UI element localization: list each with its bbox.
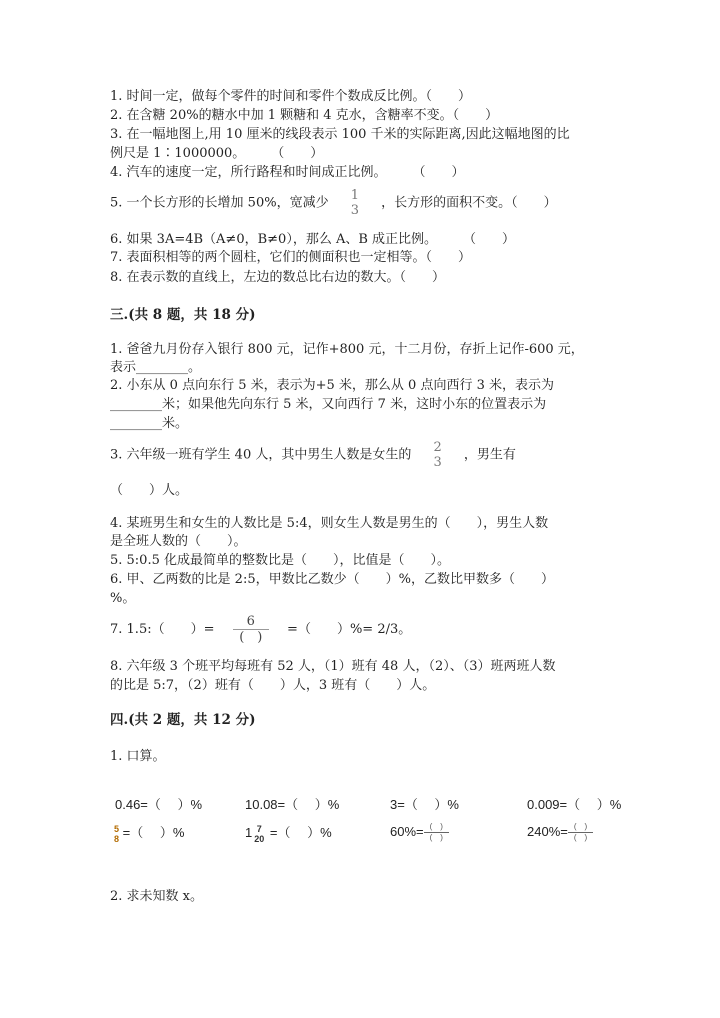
calc-item: 0.009=（ ）%	[527, 797, 622, 812]
tf-item-8: 8. 在表示数的直线上，左边的数总比右边的数大。（ ）	[110, 270, 446, 285]
fb-q1-cont: 表示________。	[110, 360, 202, 375]
fb-q1: 1. 爸爸九月份存入银行 800 元，记作+800 元，十二月份，存折上记作-600 元，	[110, 342, 584, 357]
denominator-blank[interactable]: ( )	[429, 833, 443, 842]
fb-q2: 2. 小东从 0 点向东行 5 米，表示为+5 米，那么从 0 点向西行 3 米，表示为	[110, 378, 554, 393]
numerator: 5	[114, 823, 120, 834]
tf-item-7: 7. 表面积相等的两个圆柱，它们的侧面积也一定相等。（ ）	[110, 250, 472, 265]
text: 240%=	[527, 823, 568, 839]
numerator-blank[interactable]: ( )	[424, 822, 449, 833]
numerator-blank[interactable]: ( )	[568, 822, 593, 833]
text: 7. 1.5:（ ）=	[110, 622, 215, 637]
denominator: ( )	[239, 630, 263, 645]
fb-q3-cont: （ ）人。	[110, 483, 189, 498]
text: 60%=	[390, 823, 424, 839]
tf-item-1: 1. 时间一定，做每个零件的时间和零件个数成反比例。（ ）	[110, 89, 472, 104]
text: 5. 一个长方形的长增加 50%，宽减少	[110, 195, 329, 211]
numerator: 7	[256, 823, 262, 834]
tf-item-3: 3. 在一幅地图上,用 10 厘米的线段表示 100 千米的实际距离,因此这幅地图的比	[110, 127, 570, 142]
text: 3. 六年级一班有学生 40 人，其中男生人数是女生的	[110, 447, 412, 463]
section-3-title: 三.(共 8 题，共 18 分)	[110, 307, 256, 323]
fraction	[433, 440, 441, 470]
fraction	[351, 188, 359, 218]
calc-item	[245, 822, 332, 844]
text: =（ ）%	[266, 825, 332, 840]
text: =（ ）%	[119, 825, 185, 840]
fb-q8: 8. 六年级 3 个班平均每班有 52 人，（1）班有 48 人，（2）、（3）班两班人数	[110, 659, 556, 674]
calc-item: 10.08=（ ）%	[245, 797, 340, 812]
fraction	[233, 614, 269, 645]
numerator: 1	[350, 188, 359, 203]
fb-q4: 4. 某班男生和女生的人数比是 5:4，则女生人数是男生的（ ），男生人数	[110, 516, 549, 531]
text: ，长方形的面积不变。（ ）	[381, 195, 557, 211]
denominator-blank[interactable]: ( )	[573, 833, 588, 842]
fb-q8-cont: 的比是 5:7，（2）班有（ ）人，3 班有（ ）人。	[110, 678, 436, 693]
blank-fraction[interactable]	[568, 822, 593, 843]
numerator: 6	[233, 614, 269, 630]
fb-q2-cont: ________米；如果他先向东行 5 米，又向西行 7 米，这时小东的位置表示为	[110, 397, 547, 412]
section-4-title: 四.(共 2 题，共 12 分)	[110, 712, 256, 728]
fb-q4-cont: 是全班人数的（ ）。	[110, 534, 247, 549]
denominator: 3	[433, 455, 442, 470]
tf-item-4: 4. 汽车的速度一定，所行路程和时间成正比例。 （ ）	[110, 165, 465, 180]
calc-item: 3=（ ）%	[390, 797, 459, 812]
blank-fraction[interactable]	[424, 822, 449, 843]
tf-item-5	[110, 188, 557, 218]
calc-item	[390, 822, 449, 843]
tf-item-3-cont: 例尺是 1∶1000000。 （ ）	[110, 146, 324, 161]
numerator: 2	[433, 440, 442, 455]
text: =（ ）%= 2/3。	[287, 622, 412, 637]
text: ，男生有	[463, 447, 516, 463]
tf-item-2: 2. 在含糖 20%的糖水中加 1 颗糖和 4 克水，含糖率不变。（ ）	[110, 108, 499, 123]
fb-q3	[110, 440, 516, 470]
fb-q7	[110, 614, 411, 645]
calc-q1: 1. 口算。	[110, 749, 166, 764]
denominator: 3	[350, 203, 359, 218]
denominator: 8	[114, 833, 120, 844]
fb-q2-cont2: ________米。	[110, 416, 189, 431]
fb-q5: 5. 5:0.5 化成最简单的整数比是（ ），比值是（ ）。	[110, 553, 450, 568]
calc-q2: 2. 求未知数 x。	[110, 889, 203, 904]
tf-item-6: 6. 如果 3A=4B（A≠0，B≠0），那么 A、B 成正比例。 （ ）	[110, 232, 516, 247]
denominator: 20	[254, 833, 265, 844]
calc-item: 0.46=（ ）%	[115, 797, 203, 812]
whole-number: 1	[245, 825, 253, 840]
calc-item	[114, 822, 184, 844]
fraction	[254, 824, 264, 844]
calc-item	[527, 822, 593, 843]
fb-q6-cont: %。	[110, 591, 136, 606]
fb-q6: 6. 甲、乙两数的比是 2:5，甲数比乙数少（ ）%，乙数比甲数多（ ）	[110, 572, 554, 587]
